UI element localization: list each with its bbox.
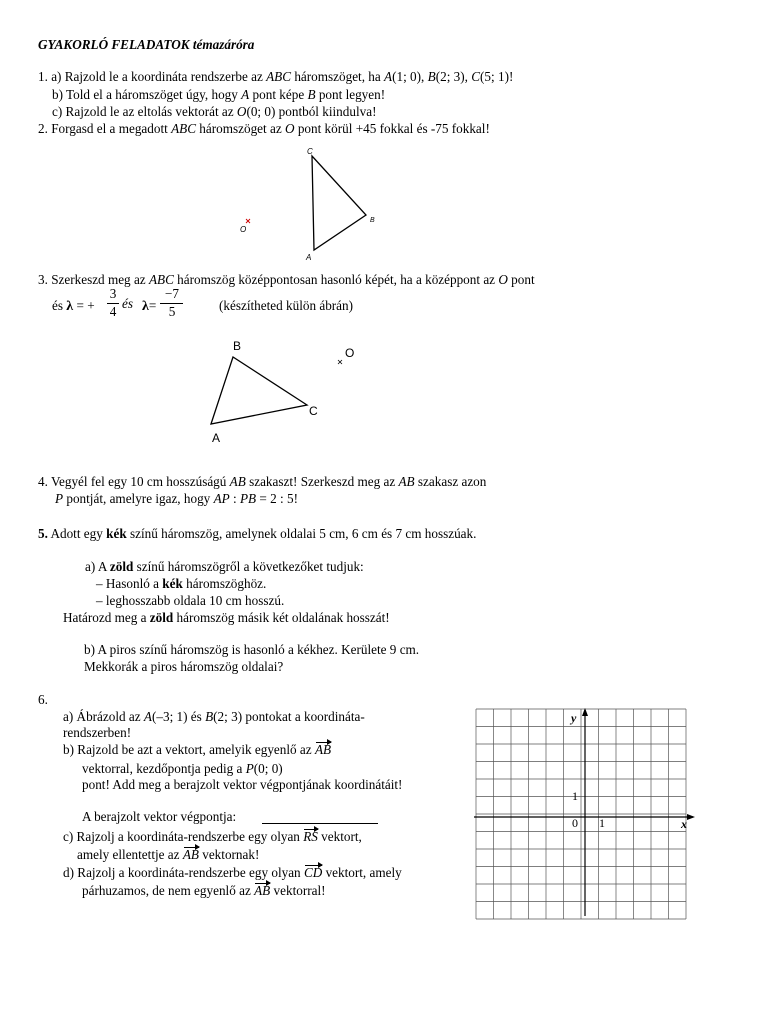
task-5b-line-2: Mekkorák a piros háromszög oldalai? — [84, 659, 284, 674]
coordinate-grid[interactable] — [474, 706, 699, 920]
task-3-lambda-line: és λ = + — [52, 298, 95, 314]
y-unit-label: 1 — [572, 789, 578, 803]
fraction-1-numerator: 3 — [109, 286, 117, 301]
x-axis-label: x — [681, 817, 687, 831]
task-5-intro: 5. Adott egy kék színű háromszög, amelynek oldalai 5 cm, 6 cm és 7 cm hosszúak. — [38, 526, 477, 541]
task-6a-line-2: rendszerben! — [63, 725, 132, 740]
label-a: A — [212, 431, 221, 445]
task-5a-item-2: – leghosszabb oldala 10 cm hosszú. — [96, 593, 285, 608]
triangle-abc — [211, 357, 307, 424]
task-6b-line-1: b) Rajzold be azt a vektort, amelyik egyenlő az AB — [63, 742, 332, 757]
task-3-es: és — [122, 296, 133, 311]
y-axis-label: y — [571, 711, 577, 725]
fraction-1-denominator: 4 — [109, 304, 117, 319]
task-2: 2. Forgasd el a megadott ABC háromszöget az O pont körül +45 fokkal és -75 fokkal! — [38, 121, 490, 136]
task-6c-line-2: amely ellentettje az AB vektornak! — [77, 847, 260, 862]
task-4-line-2: P pontját, amelyre igaz, hogy AP : PB = 2 : 5! — [55, 491, 298, 506]
task-1a: 1. a) Rajzold le a koordináta rendszerbe az ABC háromszöget, ha A(1; 0), B(2; 3), C(5; 1)! — [38, 69, 514, 84]
label-o: O — [240, 225, 247, 234]
origin-label: 0 — [572, 816, 578, 830]
task-3-triangle-figure — [200, 330, 370, 450]
task-5a-item-1: – Hasonló a kék háromszöghöz. — [96, 576, 267, 591]
y-axis — [582, 708, 588, 916]
task-3-note: (készítheted külön ábrán) — [219, 298, 354, 313]
point-o-marker — [338, 360, 342, 364]
task-4-line-1: 4. Vegyél fel egy 10 cm hosszúságú AB szakaszt! Szerkeszd meg az AB szakasz azon — [38, 474, 487, 489]
task-5a: a) A zöld színű háromszögről a következőket tudjuk: — [85, 559, 364, 574]
grid-lines — [476, 709, 686, 919]
label-c: C — [307, 147, 313, 156]
task-3: 3. Szerkeszd meg az ABC háromszög középpontosan hasonló képét, ha a középpont az O pont — [38, 272, 535, 287]
task-6d-line-1: d) Rajzolj a koordináta-rendszerbe egy olyan CD vektort, amely — [63, 865, 402, 880]
task-2-triangle-figure — [230, 140, 400, 265]
task-5a-question: Határozd meg a zöld háromszög másik két oldalának hosszát! — [63, 610, 390, 625]
task-6b-line-3: pont! Add meg a berajzolt vektor végpontjának koordinátáit! — [82, 777, 403, 792]
fraction-2-denominator: 5 — [168, 304, 176, 319]
label-b: B — [233, 339, 242, 353]
triangle-abc — [312, 156, 366, 250]
task-5b-line-1: b) A piros színű háromszög is hasonló a kékhez. Kerülete 9 cm. — [84, 642, 420, 657]
task-6-endpoint-label: A berajzolt vektor végpontja: — [82, 809, 237, 824]
x-unit-label: 1 — [599, 816, 605, 830]
label-b: B — [370, 217, 375, 224]
endpoint-answer-blank[interactable] — [262, 823, 378, 824]
label-o: O — [345, 346, 355, 360]
task-1b: b) Told el a háromszöget úgy, hogy A pont képe B pont legyen! — [52, 87, 386, 102]
task-6b-line-2: vektorral, kezdőpontja pedig a P(0; 0) — [82, 761, 283, 776]
task-6a-line-1: a) Ábrázold az A(–3; 1) és B(2; 3) pontokat a koordináta- — [63, 709, 365, 724]
fraction-2-numerator: −7 — [164, 286, 180, 301]
label-a: A — [306, 253, 312, 262]
task-1c: c) Rajzold le az eltolás vektorát az O(0; 0) pontból kiindulva! — [52, 104, 377, 119]
task-3-lambda-2: λ= — [142, 298, 157, 314]
page-title: GYAKORLÓ FELADATOK témazáróra — [38, 37, 255, 52]
task-6c-line-1: c) Rajzolj a koordináta-rendszerbe egy olyan RS vektort, — [63, 829, 362, 844]
label-c: C — [309, 404, 318, 418]
task-6d-line-2: párhuzamos, de nem egyenlő az AB vektorral! — [82, 883, 326, 898]
task-6-number: 6. — [38, 692, 48, 707]
point-o-marker — [246, 219, 250, 223]
